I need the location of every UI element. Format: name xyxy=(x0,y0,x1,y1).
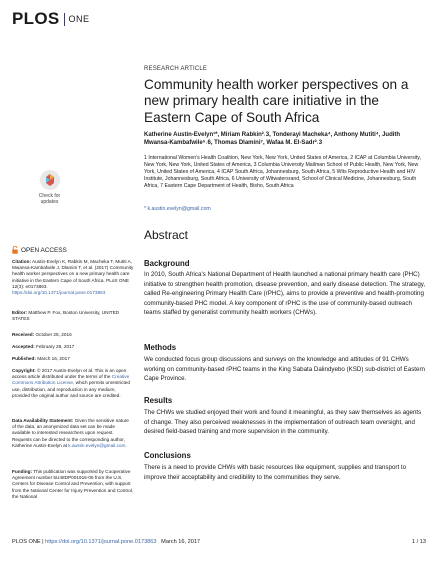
data-availability-block: Data Availability Statement: Given the sensitive nature of the data, an anonymized data set can be made available to interested researchers upon request. Requests can be directed to the corresponding author, Katherine Austin-Evelyn at k.austin.evelyn@gmail.com. xyxy=(12,418,129,448)
check-updates-icon xyxy=(40,170,60,190)
open-access-label: OPEN ACCESS xyxy=(21,246,67,254)
abstract-heading: Abstract xyxy=(144,228,189,242)
open-lock-icon xyxy=(12,246,18,254)
results-text: The CHWs we studied enjoyed their work and found it meaningful, as they saw themselves as agents of change. They also perceived weaknesses in the implementation of outreach team oversight, and desired field-based training and more supervision in the community. xyxy=(144,409,422,436)
published-date: Published: March 16, 2017 xyxy=(12,356,70,361)
methods-text: We conducted focus group discussions and surveys on the knowledge and attitudes of 91 CHWs working on community-based rPHC teams in the King Sabata Dalindyebo (KSD) sub-district of Eastern Cape Province. xyxy=(144,356,425,383)
editor-block: Editor: Matthew P. Fox, Boston University, UNITED STATES xyxy=(12,310,120,322)
page-footer xyxy=(12,539,426,545)
logo-divider xyxy=(64,13,65,26)
data-email-link[interactable]: k.austin.evelyn@gmail.com xyxy=(68,442,126,448)
open-access-badge xyxy=(12,246,67,254)
logo-journal: ONE xyxy=(68,14,90,24)
article-type: RESEARCH ARTICLE xyxy=(144,66,208,72)
footer-citation: PLOS ONE | https://doi.org/10.1371/journal.pone.0173863 March 16, 2017 xyxy=(12,539,201,545)
plos-one-logo[interactable] xyxy=(12,8,90,30)
background-heading: Background xyxy=(144,259,190,268)
license-link[interactable]: Creative Commons Attribution License xyxy=(12,374,130,386)
accepted-date: Accepted: February 28, 2017 xyxy=(12,344,75,349)
received-date: Received: October 25, 2016 xyxy=(12,332,72,337)
conclusions-heading: Conclusions xyxy=(144,451,191,460)
citation-doi-link[interactable]: https://doi.org/10.1371/journal.pone.0173863 xyxy=(12,290,106,296)
page-number: 1 / 13 xyxy=(412,539,426,545)
footer-doi-link[interactable]: https://doi.org/10.1371/journal.pone.0173863 xyxy=(45,539,157,545)
copyright-block: Copyright: © 2017 Austin-Evelyn et al. This is an open access article distributed under the terms of the Creative Commons Attribution License, which permits unrestricted use, distribution, and reproduction in any medium, provided the original author and source are credited. xyxy=(12,368,131,398)
affiliations: 1 International Women's Health Coalition, New York, New York, United States of America, 2 ICAP at Columbia University, New York, New York, United States of America, 3 Columbia University Mailman School of Public Health, New York, New York, United States of America, 4 ICAP South Africa, Johannesburg, South Africa, 5 Wits Reproductive Health and HIV Institute, Johannesburg, South Africa, 6 University of Witwatersrand, School of Clinical Medicine, Johannesburg, South Africa, 7 Eastern Cape Department of Health, Bisho, South Africa xyxy=(144,155,421,190)
background-text: In 2010, South Africa's National Department of Health launched a national primary health care (PHC) initiative to strengthen health promotion, disease prevention, and early disease detection. The strategy, called Re-engineering Primary Health Care (rPHC), aims to provide a preventive and health-promoting community-based PHC model. A key component of rPHC is the use of community-based outreach teams staffed by generalist community health workers (CHWs). xyxy=(144,271,426,317)
citation-block: Citation: Austin-Evelyn K, Rabkin M, Macheka T, Mutiti A, Mwansa-Kambafwile J, Dlamini T, et al. (2017) Community health worker perspectives on a new primary health care initiative in the Eastern Cape of South Africa. PLoS ONE 12(3): e0173863. https://doi.org/10.1371/journal.pone.0173863 xyxy=(12,259,134,296)
article-title: Community health worker perspectives on a new primary health care initiative in the Eastern Cape of South Africa xyxy=(144,77,409,125)
corresponding-email[interactable]: * k.austin.evelyn@gmail.com xyxy=(144,206,211,212)
methods-heading: Methods xyxy=(144,343,177,352)
results-heading: Results xyxy=(144,396,173,405)
logo-brand: PLOS xyxy=(12,9,60,28)
conclusions-text: There is a need to provide CHWs with basic resources like equipment, supplies and transport to improve their acceptability and credibility to the communities they serve. xyxy=(144,464,407,481)
check-for-updates-button[interactable] xyxy=(27,170,72,216)
check-updates-label: Check for updates xyxy=(38,193,61,205)
funding-block: Funding: This publication was supported by Cooperative Agreement number 5U48DP001916-05 from the U.S. Centers for Disease Control and Prevention, with support from the National Center for Injury Prevention and Control, the National xyxy=(12,469,134,499)
author-list: Katherine Austin-Evelyn¹*, Miriam Rabkin²˒3, Tonderayi Macheka⁴, Anthony Mutiti⁴, Judith Mwansa-Kambafwile⁵˒6, Thomas Dlamini⁷, Wafaa M. El-Sadr²˒3 xyxy=(144,132,401,147)
